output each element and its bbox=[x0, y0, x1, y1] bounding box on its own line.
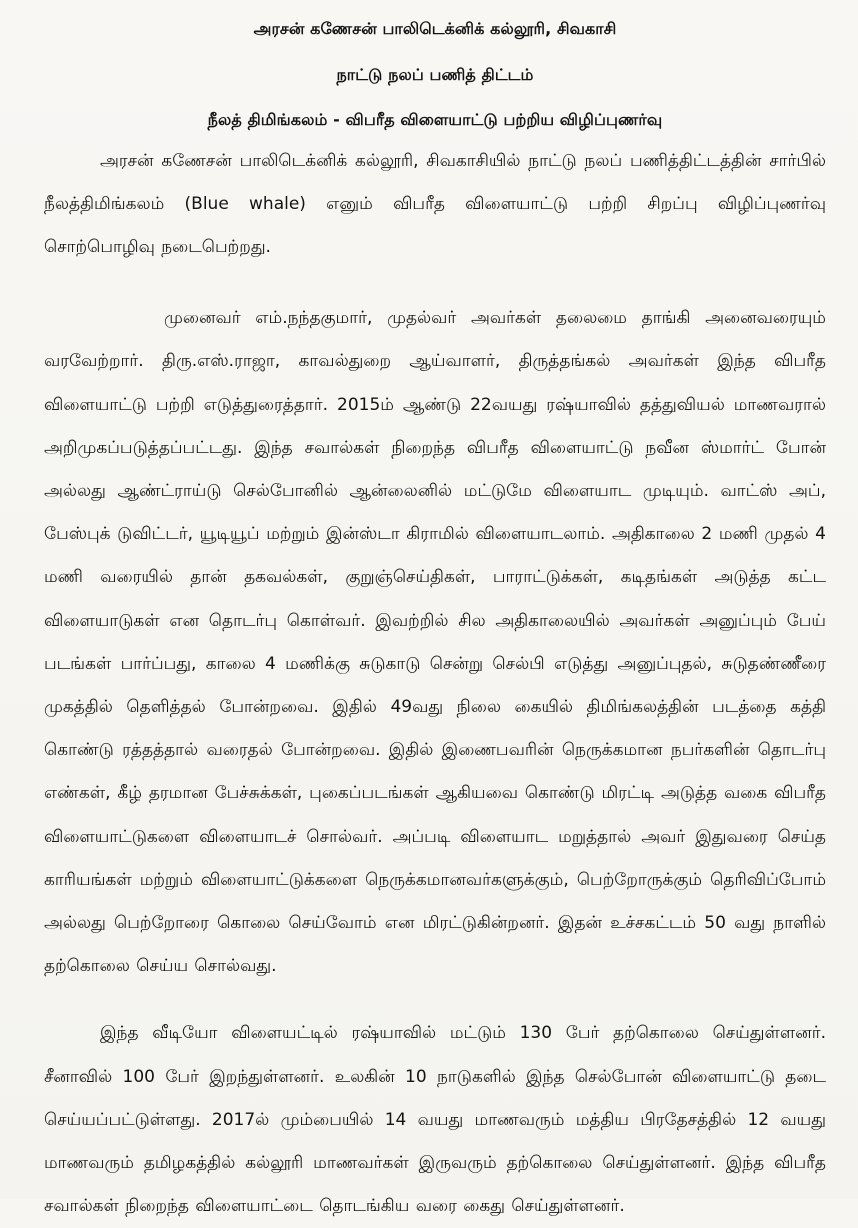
topic-heading: நீலத் திமிங்கலம் - விபரீத விளையாட்டு பற்றிய விழிப்புணர்வு bbox=[207, 110, 663, 130]
statistics-paragraph: இந்த வீடியோ விளையட்டில் ரஷ்யாவில் மட்டும் 130 பேர் தற்கொலை செய்துள்ளனர். சீனாவில் 100 பேர் இறந்துள்ளனர். உலகின் 10 நாடுகளில் இந்த செல்போன் விளையாட்டு தடை செய்யப்பட்டுள்ளது. 2017ல் மும்பையில் 14 வயது மாணவரும் மத்திய பிரதேசத்தில் 12 வயது மாணவரும் தமிழகத்தில் கல்லூரி மாணவர்கள் இருவரும் தற்கொலை செய்துள்ளனர். இந்த விபரீத சவால்கள் நிறைந்த விளையாட்டை தொடங்கிய வரை கைது செய்துள்ளனர். bbox=[44, 1023, 826, 1217]
college-heading: அரசன் கணேசன் பாலிடெக்னிக் கல்லூரி, சிவகாசி bbox=[253, 19, 617, 38]
details-paragraph: முனைவர் எம்.நந்தகுமார், முதல்வர் அவர்கள் தலைமை தாங்கி அனைவரையும் வரவேற்றார். திரு.எஸ்.ராஜா, காவல்துறை ஆய்வாளர், திருத்தங்கல் அவர்கள் இந்த விபரீத விளையாட்டு பற்றி எடுத்துரைத்தார். 2015ம் ஆண்டு 22வயது ரஷ்யாவில் தத்துவியல் மாணவரால் அறிமுகப்படுத்தப்பட்டது. இந்த சவால்கள் நிறைந்த விபரீத விளையாட்டு நவீன ஸ்மார்ட் போன் அல்லது ஆண்ட்ராய்டு செல்போனில் ஆன்லைனில் மட்டுமே விளையாட முடியும். வாட்ஸ் அப், பேஸ்புக் டுவிட்டர், யூடியூப் மற்றும் இன்ஸ்டா கிராமில் விளையாடலாம். அதிகாலை 2 மணி முதல் 4 மணி வரையில் தான் தகவல்கள், குறுஞ்செய்திகள், பாராட்டுக்கள், கடிதங்கள் அடுத்த கட்ட விளையாடுகள் என தொடர்பு கொள்வர். இவற்றில் சில அதிகாலையில் அவர்கள் அனுப்பும் பேய் படங்கள் பார்ப்பது, காலை 4 மணிக்கு சுடுகாடு சென்று செல்பி எடுத்து அனுப்புதல், சுடுதண்ணீரை முகத்தில் தெளித்தல் போன்றவை. இதில் 49வது நிலை கையில் திமிங்கலத்தின் படத்தை கத்தி கொண்டு ரத்தத்தால் வரைதல் போன்றவை. இதில் இணைபவரின் நெருக்கமான நபர்களின் தொடர்பு எண்கள், கீழ் தரமான பேச்சுக்கள், புகைப்படங்கள் ஆகியவை கொண்டு மிரட்டி அடுத்த வகை விபரீத விளையாட்டுகளை விளையாடச் சொல்வர். அப்படி விளையாட மறுத்தால் அவர் இதுவரை செய்த காரியங்கள் மற்றும் விளையாட்டுக்களை நெருக்கமானவர்களுக்கும், பெற்றோருக்கும் தெரிவிப்போம் அல்லது பெற்றோரை கொலை செய்வோம் என மிரட்டுகின்றனர். இதன் உச்சகட்டம் 50 வது நாளில் தற்கொலை செய்ய சொல்வது. bbox=[44, 308, 826, 977]
scheme-heading: நாட்டு நலப் பணித் திட்டம் bbox=[336, 65, 534, 85]
intro-paragraph: அரசன் கணேசன் பாலிடெக்னிக் கல்லூரி, சிவகாசியில் நாட்டு நலப் பணித்திட்டத்தின் சார்பில் நீலத்திமிங்கலம் (Blue whale) எனும் விபரீத விளையாட்டு பற்றி சிறப்பு விழிப்புணர்வு சொற்பொழிவு நடைபெற்றது. bbox=[44, 150, 826, 257]
